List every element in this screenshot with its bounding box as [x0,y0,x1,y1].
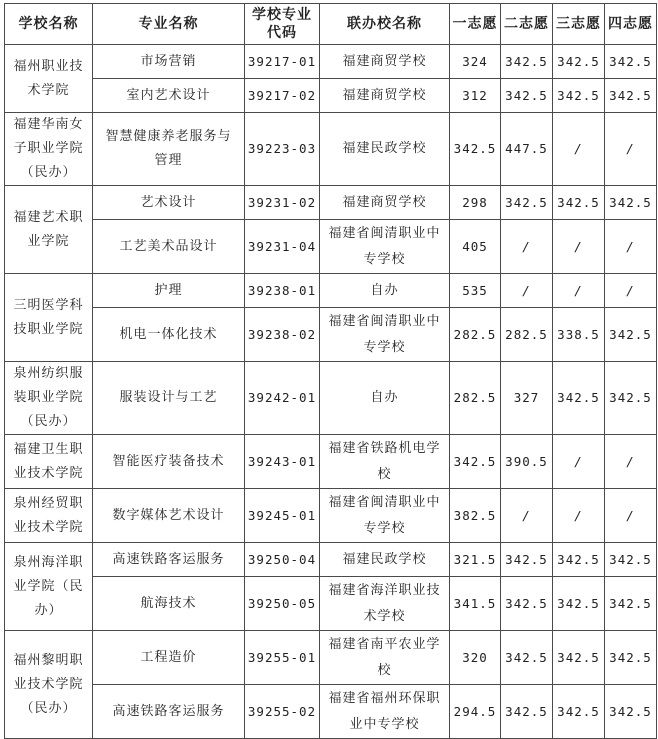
table-row [5,631,657,685]
choice-3-score: 342.5 [553,543,605,577]
choice-1-score: 405 [450,220,501,274]
choice-3-score: 342.5 [553,362,605,435]
school-name: 泉州经贸职业技术学院 [5,489,93,543]
header-choice-1: 一志愿 [450,4,501,45]
header-choice-3: 三志愿 [553,4,605,45]
choice-1-score: 294.5 [450,685,501,739]
major-code: 39217-01 [245,45,320,79]
choice-2-score: 447.5 [501,113,553,186]
choice-3-score: / [553,113,605,186]
major-code: 39217-02 [245,79,320,113]
school-name: 福建艺术职业学院 [5,186,93,274]
major-code: 39231-02 [245,186,320,220]
table-row [5,489,657,543]
table-row [5,220,657,274]
school-name: 福建华南女子职业学院（民办） [5,113,93,186]
partner-school: 福建省海洋职业技术学校 [320,577,450,631]
choice-1-score: 282.5 [450,362,501,435]
major-name: 高速铁路客运服务 [93,685,245,739]
table-row [5,45,657,79]
major-name: 数字媒体艺术设计 [93,489,245,543]
partner-school: 福建省铁路机电学校 [320,435,450,489]
choice-4-score: / [605,489,657,543]
choice-3-score: 342.5 [553,45,605,79]
choice-2-score: 282.5 [501,308,553,362]
choice-2-score: 342.5 [501,45,553,79]
choice-1-score: 382.5 [450,489,501,543]
major-code: 39250-04 [245,543,320,577]
header-choice-4: 四志愿 [605,4,657,45]
table-row [5,577,657,631]
partner-school: 福建省闽清职业中专学校 [320,220,450,274]
major-name: 机电一体化技术 [93,308,245,362]
choice-2-score: / [501,220,553,274]
school-name: 福州职业技术学院 [5,45,93,113]
choice-1-score: 535 [450,274,501,308]
choice-4-score: 342.5 [605,362,657,435]
partner-school: 福建省南平农业学校 [320,631,450,685]
table-row [5,113,657,186]
table-row [5,274,657,308]
choice-1-score: 312 [450,79,501,113]
major-name: 工程造价 [93,631,245,685]
choice-3-score: 338.5 [553,308,605,362]
partner-school: 福建省福州环保职业中专学校 [320,685,450,739]
major-code: 39243-01 [245,435,320,489]
choice-4-score: / [605,435,657,489]
table-row [5,685,657,739]
choice-3-score: 342.5 [553,685,605,739]
choice-1-score: 324 [450,45,501,79]
header-choice-2: 二志愿 [501,4,553,45]
school-name: 三明医学科技职业学院 [5,274,93,362]
major-name: 智能医疗装备技术 [93,435,245,489]
choice-4-score: 342.5 [605,308,657,362]
choice-4-score: 342.5 [605,631,657,685]
choice-2-score: / [501,489,553,543]
choice-2-score: 390.5 [501,435,553,489]
major-code: 39223-03 [245,113,320,186]
choice-2-score: 342.5 [501,186,553,220]
major-code: 39255-02 [245,685,320,739]
header-school: 学校名称 [5,4,93,45]
choice-3-score: / [553,220,605,274]
partner-school: 福建省闽清职业中专学校 [320,308,450,362]
choice-2-score: 327 [501,362,553,435]
choice-4-score: 342.5 [605,685,657,739]
major-code: 39250-05 [245,577,320,631]
major-code: 39238-01 [245,274,320,308]
choice-3-score: / [553,489,605,543]
header-code: 学校专业代码 [245,4,320,45]
choice-3-score: 342.5 [553,79,605,113]
major-code: 39238-02 [245,308,320,362]
choice-2-score: 342.5 [501,685,553,739]
header-major: 专业名称 [93,4,245,45]
major-name: 航海技术 [93,577,245,631]
major-name: 室内艺术设计 [93,79,245,113]
partner-school: 自办 [320,362,450,435]
choice-2-score: 342.5 [501,577,553,631]
school-name: 福州黎明职业技术学院（民办） [5,631,93,739]
major-name: 工艺美术品设计 [93,220,245,274]
partner-school: 福建民政学校 [320,543,450,577]
choice-1-score: 321.5 [450,543,501,577]
choice-2-score: 342.5 [501,79,553,113]
partner-school: 福建民政学校 [320,113,450,186]
major-name: 高速铁路客运服务 [93,543,245,577]
choice-4-score: 342.5 [605,186,657,220]
major-code: 39231-04 [245,220,320,274]
table-row [5,543,657,577]
partner-school: 福建商贸学校 [320,186,450,220]
choice-4-score: 342.5 [605,577,657,631]
school-name: 泉州纺织服装职业学院（民办） [5,362,93,435]
choice-4-score: 342.5 [605,543,657,577]
major-name: 智慧健康养老服务与管理 [93,113,245,186]
choice-2-score: / [501,274,553,308]
table-row [5,79,657,113]
partner-school: 福建商贸学校 [320,45,450,79]
choice-4-score: / [605,220,657,274]
choice-1-score: 341.5 [450,577,501,631]
major-name: 服装设计与工艺 [93,362,245,435]
major-name: 艺术设计 [93,186,245,220]
choice-3-score: 342.5 [553,186,605,220]
choice-4-score: / [605,274,657,308]
choice-3-score: / [553,274,605,308]
table-row [5,186,657,220]
choice-3-score: 342.5 [553,631,605,685]
choice-1-score: 320 [450,631,501,685]
partner-school: 自办 [320,274,450,308]
choice-4-score: / [605,113,657,186]
partner-school: 福建商贸学校 [320,79,450,113]
choice-3-score: / [553,435,605,489]
choice-2-score: 342.5 [501,631,553,685]
major-code: 39245-01 [245,489,320,543]
admissions-table [4,3,657,739]
table-row [5,362,657,435]
header-partner: 联办校名称 [320,4,450,45]
major-name: 市场营销 [93,45,245,79]
choice-1-score: 282.5 [450,308,501,362]
header-row [5,4,657,45]
choice-4-score: 342.5 [605,79,657,113]
school-name: 泉州海洋职业学院（民办） [5,543,93,631]
choice-4-score: 342.5 [605,45,657,79]
major-name: 护理 [93,274,245,308]
school-name: 福建卫生职业技术学院 [5,435,93,489]
partner-school: 福建省闽清职业中专学校 [320,489,450,543]
major-code: 39242-01 [245,362,320,435]
table-row [5,435,657,489]
choice-2-score: 342.5 [501,543,553,577]
table-row [5,308,657,362]
choice-1-score: 342.5 [450,113,501,186]
major-code: 39255-01 [245,631,320,685]
choice-1-score: 298 [450,186,501,220]
choice-1-score: 342.5 [450,435,501,489]
choice-3-score: 342.5 [553,577,605,631]
